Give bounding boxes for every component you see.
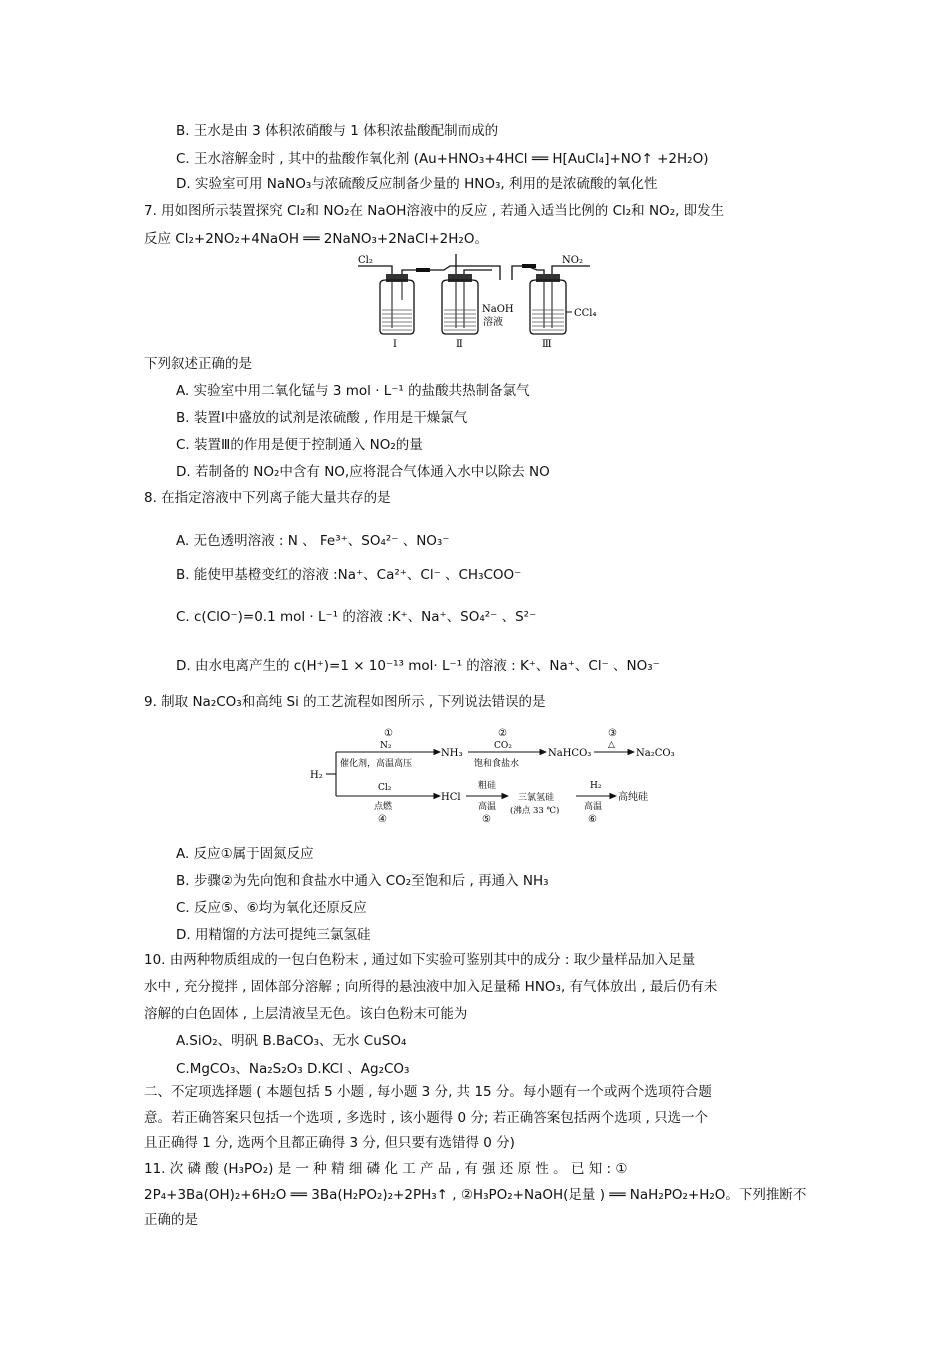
fig-i-label: Ⅰ [393, 339, 397, 350]
flow-n2: N₂ [380, 741, 392, 751]
flow-heat: △ [608, 740, 615, 750]
bottle-i [380, 274, 414, 334]
q9-option-a: A. 反应①属于固氮反应 [176, 846, 314, 862]
q9-option-d: D. 用精馏的方法可提纯三氯氢硅 [176, 927, 371, 943]
q10-options-2: C.MgCO₃、Na₂S₂O₃ D.KCl 、Ag₂CO₃ [176, 1061, 410, 1077]
fig-iii-label: Ⅲ [542, 339, 552, 350]
flow-nh3: NH₃ [441, 748, 463, 759]
flow-circle-3: ③ [608, 728, 617, 739]
flow-cl2: Cl₂ [378, 783, 392, 793]
flow-crude-si: 粗硅 [478, 781, 497, 791]
flow-na2co3: Na₂CO₃ [636, 748, 675, 759]
q9-stem: 9. 制取 Na₂CO₃和高纯 Si 的工艺流程如图所示 , 下列说法错误的是 [144, 694, 546, 710]
fig-solution-label: 溶液 [483, 317, 503, 328]
q7-option-c: C. 装置Ⅲ的作用是便于控制通入 NO₂的量 [176, 437, 423, 453]
flow-catalyst: 催化剂，高温高压 [340, 759, 413, 769]
section2-line3: 且正确得 1 分, 选两个且都正确得 3 分, 但只要有选错得 0 分) [144, 1135, 515, 1151]
fig-cl2-label: Cl₂ [358, 255, 373, 266]
flow-ignite: 点燃 [374, 802, 393, 812]
flow-sat-nacl: 饱和食盐水 [474, 759, 520, 769]
q9-option-c: C. 反应⑤、⑥均为氧化还原反应 [176, 900, 367, 916]
q11-line1: 11. 次 磷 酸 (H₃PO₂) 是 一 种 精 细 磷 化 工 产 品 , 有 强 还 原 性 。 已 知 : ① [144, 1161, 628, 1177]
q7-option-a: A. 实验室中用二氧化锰与 3 mol · L⁻¹ 的盐酸共热制备氯气 [176, 383, 530, 399]
flow-boiling-point: (沸点 33 ℃) [510, 806, 560, 816]
q10-line1: 10. 由两种物质组成的一包白色粉末 , 通过如下实验可鉴别其中的成分 : 取少量样品加入足量 [144, 952, 696, 968]
flow-circle-6: ⑥ [588, 814, 597, 825]
q8-option-a: A. 无色透明溶液 : N 、 Fe³⁺、SO₄²⁻ 、NO₃⁻ [176, 533, 450, 549]
q9-option-b: B. 步骤②为先向饱和食盐水中通入 CO₂至饱和后 , 再通入 NH₃ [176, 873, 549, 889]
q6-option-b: B. 王水是由 3 体积浓硝酸与 1 体积浓盐酸配制而成的 [176, 123, 499, 139]
section2-line2: 意。若正确答案只包括一个选项 , 多选时 , 该小题得 0 分; 若正确答案包括两个选项 , 只选一个 [144, 1110, 709, 1126]
section2-line1: 二、不定项选择题 ( 本题包括 5 小题 , 每小题 3 分, 共 15 分。每小题有一个或两个选项符合题 [144, 1084, 712, 1100]
fig-ii-label: Ⅱ [456, 339, 463, 350]
q10-options-1: A.SiO₂、明矾 B.BaCO₃、无水 CuSO₄ [176, 1033, 407, 1049]
q7-stem-line2: 反应 Cl₂+2NO₂+4NaOH ══ 2NaNO₃+2NaCl+2H₂O。 [144, 231, 488, 247]
q11-line3: 正确的是 [144, 1212, 198, 1228]
flow-high-temp-2: 高温 [584, 802, 603, 812]
fig-no2-label: NO₂ [562, 255, 583, 266]
flow-pure-si: 高纯硅 [618, 792, 648, 803]
flow-co2: CO₂ [494, 741, 512, 751]
q6-option-d: D. 实验室可用 NaNO₃与浓硫酸反应制备少量的 HNO₃, 利用的是浓硫酸的氧化性 [176, 176, 658, 192]
flow-h2: H₂ [310, 770, 323, 781]
flow-sihcl3: 三氯氢硅 [518, 793, 555, 803]
q7-option-b: B. 装置Ⅰ中盛放的试剂是浓硫酸 , 作用是干燥氯气 [176, 410, 468, 426]
q10-line3: 溶解的白色固体 , 上层清液呈无色。该白色粉末可能为 [144, 1006, 468, 1022]
flow-hcl: HCl [441, 792, 461, 803]
q7-apparatus-figure [352, 250, 602, 350]
flow-circle-1: ① [384, 728, 393, 739]
q11-line2: 2P₄+3Ba(OH)₂+6H₂O ══ 3Ba(H₂PO₂)₂+2PH₃↑ , ②H₃PO₂+NaOH(足量 ) ══ NaH₂PO₂+H₂O。下列推断不 [144, 1187, 807, 1203]
q7-option-d: D. 若制备的 NO₂中含有 NO,应将混合气体通入水中以除去 NO [176, 464, 550, 480]
q8-option-c: C. c(ClO⁻)=0.1 mol · L⁻¹ 的溶液 :K⁺、Na⁺、SO₄²⁻ 、S²⁻ [176, 609, 537, 625]
flow-circle-5: ⑤ [482, 814, 491, 825]
flow-circle-4: ④ [378, 814, 387, 825]
bottle-iii [530, 274, 566, 334]
q10-line2: 水中 , 充分搅拌 , 固体部分溶解 ; 向所得的悬浊液中加入足量稀 HNO₃, 有气体放出 , 最后仍有未 [144, 979, 718, 995]
q8-option-b: B. 能使甲基橙变红的溶液 :Na⁺、Ca²⁺、Cl⁻ 、CH₃COO⁻ [176, 567, 522, 583]
bottle-ii [442, 274, 478, 334]
flow-h2-b: H₂ [590, 781, 602, 791]
q9-flowchart-figure [308, 722, 688, 830]
fig-ccl4-label: CCl₄ [574, 308, 597, 319]
q8-option-d: D. 由水电离产生的 c(H⁺)=1 × 10⁻¹³ mol· L⁻¹ 的溶液 : K⁺、Na⁺、Cl⁻ 、NO₃⁻ [176, 658, 660, 674]
q7-ask: 下列叙述正确的是 [144, 356, 252, 372]
q7-stem-line1: 7. 用如图所示装置探究 Cl₂和 NO₂在 NaOH溶液中的反应 , 若通入适当比例的 Cl₂和 NO₂, 即发生 [144, 203, 725, 219]
fig-naoh-label: NaOH [482, 304, 514, 315]
flow-circle-2: ② [498, 728, 507, 739]
q6-option-c: C. 王水溶解金时 , 其中的盐酸作氧化剂 (Au+HNO₃+4HCl ══ H[AuCl₄]+NO↑ +2H₂O) [176, 151, 709, 167]
flow-nahco3: NaHCO₃ [548, 748, 592, 759]
flow-high-temp: 高温 [478, 802, 497, 812]
q8-stem: 8. 在指定溶液中下列离子能大量共存的是 [144, 490, 391, 506]
